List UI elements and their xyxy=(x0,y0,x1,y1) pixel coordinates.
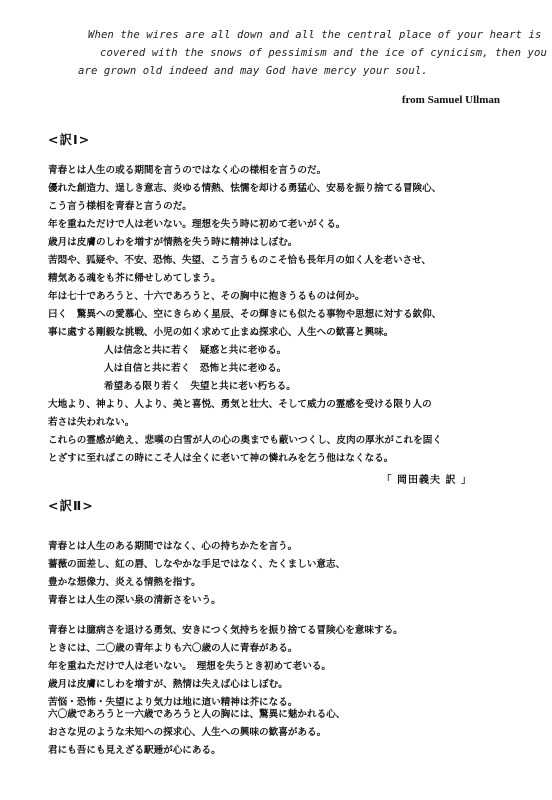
text-line: おさな児のような未知への探求心、人生への興味の歓喜がある。 xyxy=(48,727,327,738)
text-line: 精気ある魂をも芥に帰せしめてしまう。 xyxy=(48,273,221,284)
translation-2-paragraph-1 xyxy=(48,538,528,610)
text-line: 青春とは人生の深い泉の清新さをいう。 xyxy=(48,595,221,606)
text-line: 歳月は皮膚のしわを増すが情熱を失う時に精神はしぼむ。 xyxy=(48,237,298,248)
text-line: 歳月は皮膚にしわを増すが、熱情は失えば心はしぼむ。 xyxy=(48,679,288,690)
text-line: 六〇歳であろうと一六歳であろうと人の胸には、驚異に魅かれる心、 xyxy=(48,709,346,720)
text-line: 年は七十であろうと、十六であろうと、その胸中に抱きうるものは何か。 xyxy=(48,291,365,302)
english-quote xyxy=(78,26,547,80)
quote-line: are grown old indeed and may God have mercy your soul. xyxy=(78,65,428,77)
text-line: 希望ある限り若く 失望と共に老い朽ちる。 xyxy=(104,381,296,392)
text-line: 曰く 驚異への愛慕心、空にきらめく星辰、その輝きにも似たる事物や思想に対する欽仰、 xyxy=(48,309,442,320)
text-line: 青春とは人生の或る期間を言うのではなく心の様相を言うのだ。 xyxy=(48,165,327,176)
text-line: 青春とは臆病さを退ける勇気、安きにつく気持ちを振り捨てる冒険心を意味する。 xyxy=(48,625,403,636)
text-line: 事に處する剛毅な挑戦、小児の如く求めて止まぬ探求心、人生への歓喜と興味。 xyxy=(48,327,394,338)
text-line: 優れた創造力、逞しき意志、炎ゆる情熱、怯懦を却ける勇猛心、安易を振り捨てる冒険心、 xyxy=(48,183,442,194)
text-line: 人は自信と共に若く 恐怖と共に老ゆる。 xyxy=(104,363,287,374)
text-line: これらの霊感が絶え、悲嘆の白雪が人の心の奥までも蔽いつくし、皮肉の厚氷がこれを固く xyxy=(48,435,442,446)
translator-credit: 「 岡田義夫 訳 」 xyxy=(381,475,472,486)
text-line: 若さは失われない。 xyxy=(48,417,135,428)
text-line: 豊かな想像力、炎える情熱を指す。 xyxy=(48,577,201,588)
text-line: 大地より、神より、人より、美と喜悦、勇気と壮大、そして威力の霊感を受ける限り人の xyxy=(48,399,432,410)
text-line: 年を重ねただけで人は老いない。 理想を失うとき初めて老いる。 xyxy=(48,661,332,672)
text-line: 青春とは人生のある期間ではなく、心の持ちかたを言う。 xyxy=(48,541,298,552)
text-line: こう言う様相を青春と言うのだ。 xyxy=(48,201,192,212)
text-line: 薔薇の面差し、紅の唇、しなやかな手足ではなく、たくましい意志、 xyxy=(48,559,346,570)
quote-line: covered with the snows of pessimism and the ice of cynicism, then you xyxy=(100,47,547,59)
text-line: 君にも吾にも見えざる駅逓が心にある。 xyxy=(48,745,221,756)
text-line: 苦悶や、狐疑や、不安、恐怖、失望、こう言うものこそ恰も長年月の如く人を老いさせ、 xyxy=(48,255,432,266)
quote-attribution: from Samuel Ullman xyxy=(401,94,500,106)
text-line: ときには、二〇歳の青年よりも六〇歳の人に青春がある。 xyxy=(48,643,298,654)
quote-line: When the wires are all down and all the central place of your heart is xyxy=(88,29,542,41)
text-line: とざすに至ればこの時にこそ人は全くに老いて神の憐れみを乞う他はなくなる。 xyxy=(48,453,394,464)
translation-1-body xyxy=(48,162,528,468)
text-line: 人は信念と共に若く 疑惑と共に老ゆる。 xyxy=(104,345,287,356)
section-heading-translation-2: <訳Ⅱ> xyxy=(48,498,94,513)
translation-2-paragraph-3 xyxy=(48,706,528,760)
text-line: 年を重ねただけで人は老いない。理想を失う時に初めて老いがくる。 xyxy=(48,219,346,230)
translation-2-paragraph-2 xyxy=(48,622,528,712)
text-line: 苦悩・恐怖・失望により気力は地に這い精神は芥になる。 xyxy=(48,697,298,708)
section-heading-translation-1: <訳Ⅰ> xyxy=(48,132,91,147)
